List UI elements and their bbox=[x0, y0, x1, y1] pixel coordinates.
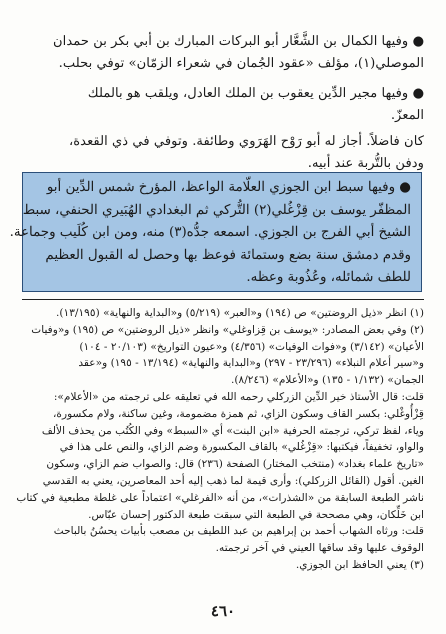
highlighted-passage bbox=[9, 172, 422, 292]
footnote-line: ناشر الطبعة السابقة من «الشذرات»، من أنه «الفرغلي» اعتماداً على غلطة مطبعية في كتاب bbox=[16, 491, 424, 504]
text-line: ● وفيها سبط ابن الجوزي العلّامة الواعظ، المؤرخ شمس الدِّين أبو bbox=[46, 180, 411, 195]
text-line: الموصلي(١)، مؤلف «عقود الجُمان في شعراء الزمّان» توفي بحلب. bbox=[58, 55, 424, 71]
footnote-line: الأعيان» (٣/١٤٢) و«فوات الوفيات» (٤/٣٥٦) و«عيون التواريخ» (٢٠/١٠٣ - ١٠٤) bbox=[79, 340, 424, 353]
footnote-line: الوقوف عليها وقد ساقها العيني في آخر ترجمته. bbox=[215, 542, 424, 555]
footnote-line: قلت: ورثاه الشهاب أحمد بن إبراهيم بن عبد اللطيف بن مصعب بأبيات يحسُنُ بالباحث bbox=[53, 525, 424, 538]
footnote-line: وياء، لفظ تركي، ترجمته الحرفية «ابن البنت» أي «السبط» وفي الكُتُب من يحذف الألف bbox=[41, 424, 424, 437]
text-line: المعزّ. bbox=[390, 107, 424, 123]
footnotes bbox=[16, 305, 424, 574]
text-line: ● وفيها الكمال بن الشَّعَّار أبو البركات المبارك بن أبي بكر بن حمدان bbox=[52, 34, 424, 49]
page-number: ٤٦٠ bbox=[210, 602, 236, 620]
footnote-line: الغين. أقول (القائل الزركلي): وأرى قيمة لما ذهب إليه أحد المعاصرين، يعني به القدسي bbox=[42, 474, 424, 487]
footnote-line: «تاريخ علماء بغداد» (منتخب المختار) الصفحة (٢٣٦) قال: والصواب ضم الزاي، وسكون bbox=[46, 458, 424, 471]
text-line: الشيخ أبي الفرج بن الجوزي. اسمعه جدُّه(٣) منه، ومن ابن كُلَيب وجماعة. bbox=[9, 225, 411, 240]
text-line: ودفن بالتُّربة عند أبيه. bbox=[307, 155, 424, 171]
footnote-line: (٢) وفي بعض المصادر: «يوسف بن قِزاوغلي» وانظر «ذيل الروضتين» ص (١٩٥) و«وفيات bbox=[31, 323, 424, 336]
paragraph-sibt-ibn-jawzi bbox=[9, 177, 411, 290]
paragraph-kamal bbox=[26, 31, 424, 74]
footnote-line: الجمان» (١/١٣٢ - ١٣٥) و«الأعلام» (٨/٢٤٦). bbox=[230, 374, 424, 387]
footnote-line: ابن خَلِّكان، وهي مصححة في الطبعة التي سبقت طبعة الدكتور إحسان عبّاس. bbox=[88, 508, 424, 521]
footnote-line: (١) انظر «ذيل الروضتين» ص (١٩٤) و«العبر» (٥/٢١٩) و«البداية والنهاية» (١٣/١٩٥). bbox=[56, 307, 424, 319]
text-line: ● وفيها مجير الدِّين يعقوب بن الملك العادل، ويلقب هو بالملك bbox=[87, 86, 424, 101]
footnote-line: قلت: قال الأستاذ خير الدِّين الزركلي رحمه الله في تعليقه على ترجمته من «الأعلام»: bbox=[53, 390, 424, 403]
paragraph-mujir-bio bbox=[26, 131, 424, 174]
footnote-divider bbox=[22, 299, 424, 300]
text-line: كان فاضلاً. أجاز له أبو رَوْح الهَرَوي وطائفة. وتوفي في ذي القعدة، bbox=[68, 134, 424, 149]
text-line: للطف شمائله، وعُذُوبة وعظه. bbox=[246, 270, 411, 285]
paragraph-mujir bbox=[26, 83, 424, 126]
text-line: وقدم دمشق سنة بضع وستمائة فوعظ بها وحصل له القبول العظيم bbox=[45, 247, 411, 263]
footnote-line: قِزْأُوغْلي: بكسر القاف وسكون الزاي، ثم همزة مضمومة، وغين ساكنة، ولام مكسورة، bbox=[52, 407, 424, 420]
footnote-line: والواو، تخفيفاً، فيكتبها: «قِزْغُلي» بالقاف المكسورة وضم الزاي، والنص على هذا في bbox=[59, 441, 424, 454]
footnote-line: و«سير أعلام النبلاء» (٢٣/٢٩٦ - ٢٩٧) و«البداية والنهاية» (١٣/١٩٤ - ١٩٥) و«عقد bbox=[78, 357, 424, 370]
text-line: المظفّر يوسف بن قِزْغُلي(٢) التُّركي ثم البغدادي الهُبَيري الحنفي، سبط bbox=[22, 202, 411, 218]
footnote-line: (٣) يعني الحافظ ابن الجوزي. bbox=[295, 558, 424, 571]
